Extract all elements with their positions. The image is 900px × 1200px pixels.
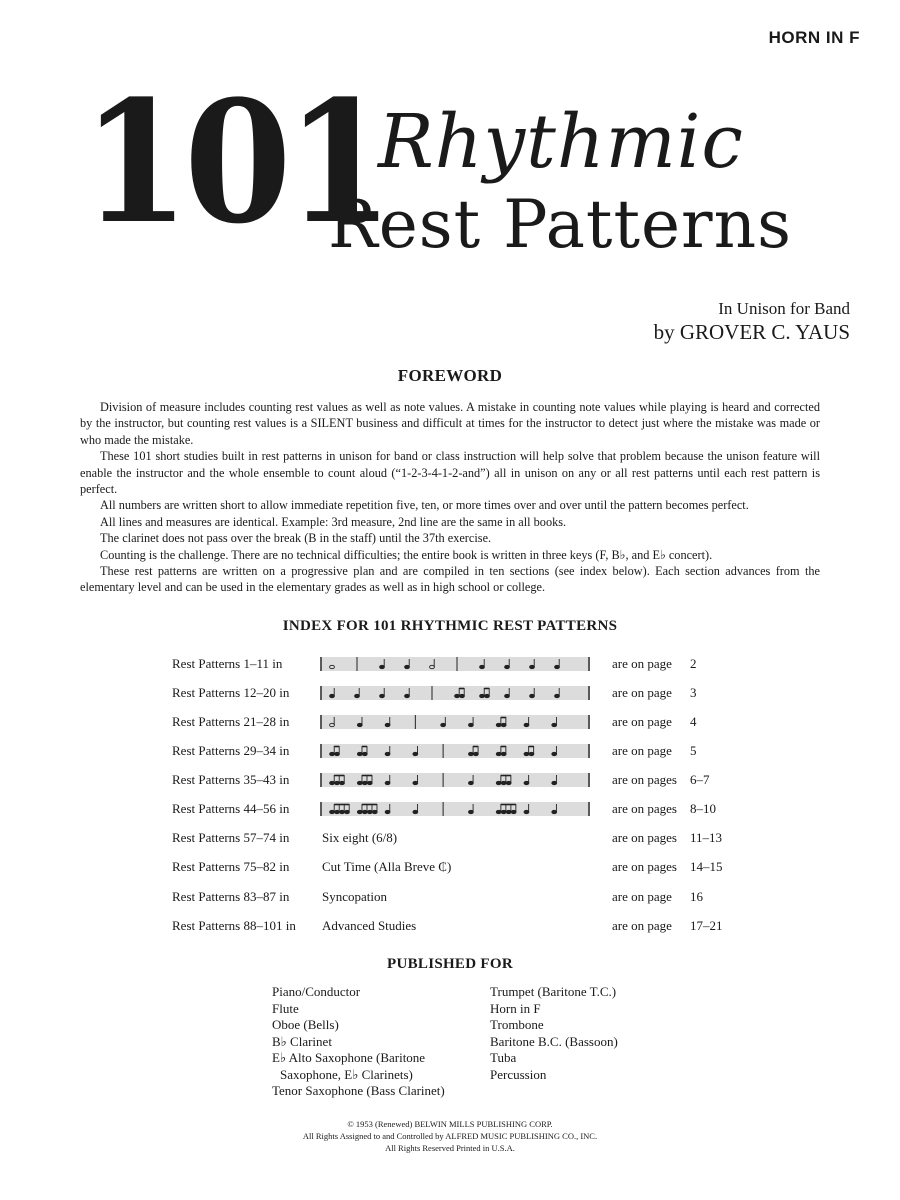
published-item: Flute — [272, 1000, 299, 1016]
index-row-pages: 17–21 — [690, 918, 723, 933]
copyright-line: © 1953 (Renewed) BELWIN MILLS PUBLISHING CORP. — [347, 1119, 553, 1129]
copyright-line: All Rights Reserved Printed in U.S.A. — [385, 1143, 515, 1153]
index-row-pages: 6–7 — [690, 772, 710, 787]
rhythm-strip-4 — [320, 743, 590, 759]
index-row — [172, 654, 732, 676]
note-head — [501, 723, 506, 726]
index-row-page-label: are on pages — [612, 801, 677, 816]
note-head — [555, 694, 560, 697]
note-head — [555, 665, 560, 668]
rhythm-strip-5 — [320, 772, 590, 788]
index-row-page-label: are on page — [612, 714, 672, 729]
note-head — [345, 810, 350, 813]
foreword-paragraph: Counting is the challenge. There are no technical difficulties; the entire book is written in three keys (F, B♭, and E♭ concert). — [100, 547, 713, 562]
note-head — [340, 781, 345, 784]
index-row — [172, 741, 732, 763]
note-head — [335, 752, 340, 755]
index-row-label: Rest Patterns 88–101 in — [172, 918, 296, 933]
index-row-page-label: are on page — [612, 743, 672, 758]
published-item: Horn in F — [490, 1000, 541, 1016]
note-head — [468, 781, 473, 784]
index-row — [172, 828, 732, 850]
byline-subtitle: In Unison for Band — [718, 299, 850, 318]
published-item: E♭ Alto Saxophone (Baritone — [272, 1050, 426, 1065]
note-head — [330, 694, 335, 697]
foreword-heading: FOREWORD — [397, 366, 503, 385]
note-head — [506, 781, 511, 784]
note-head — [511, 810, 516, 813]
byline-author: by GROVER C. YAUS — [653, 320, 850, 345]
note-head — [405, 694, 410, 697]
index-row-pages: 14–15 — [690, 859, 723, 874]
note-head — [524, 810, 529, 813]
note-head — [335, 810, 340, 813]
foreword-paragraph: All numbers are written short to allow immediate repetition five, ten, or more times over and over until the pattern becomes perfect. — [100, 498, 749, 513]
staff-background — [320, 657, 590, 671]
note-head — [485, 694, 490, 697]
rhythm-strip-2 — [320, 685, 590, 701]
index-row — [172, 770, 732, 792]
note-head — [330, 781, 335, 784]
rhythm-strip-3 — [320, 714, 590, 730]
note-head — [385, 781, 390, 784]
note-head — [496, 781, 501, 784]
published-column-1 — [272, 984, 445, 1100]
note-head — [524, 752, 529, 755]
index-row — [172, 857, 732, 879]
published-item: Baritone B.C. (Bassoon) — [490, 1033, 618, 1049]
note-head — [380, 665, 385, 668]
title-number: 101 — [82, 63, 389, 261]
index-row-page-label: are on page — [612, 889, 672, 904]
note-head — [405, 665, 410, 668]
note-head — [480, 665, 485, 668]
index-row-description: Advanced Studies — [322, 918, 417, 933]
instrument-label: HORN IN F — [768, 28, 860, 47]
note-head — [506, 810, 511, 813]
note-head — [362, 781, 367, 784]
note-head — [496, 723, 501, 726]
foreword-paragraph: These rest patterns are written on a progressive plan and are compiled in ten sections (see index below). Each section advances from the elementary level and can be used in the elementary grades as well as in high school or college. — [80, 564, 820, 595]
note-head — [413, 810, 418, 813]
index-row-label: Rest Patterns 21–28 in — [172, 714, 290, 729]
published-item: Piano/Conductor — [272, 984, 361, 999]
index-row-label: Rest Patterns 35–43 in — [172, 772, 290, 787]
note-head — [505, 694, 510, 697]
note-head — [552, 752, 557, 755]
note-head — [460, 694, 465, 697]
note-head — [335, 781, 340, 784]
note-head — [367, 810, 372, 813]
index-row-label: Rest Patterns 29–34 in — [172, 743, 290, 758]
note-head — [552, 781, 557, 784]
note-head — [385, 723, 390, 726]
index-row-pages: 4 — [690, 714, 697, 729]
published-item: B♭ Clarinet — [272, 1033, 332, 1049]
note-head — [385, 752, 390, 755]
published-heading: PUBLISHED FOR — [386, 956, 513, 972]
note-head — [357, 723, 362, 726]
index-row-description: Cut Time (Alla Breve ₵) — [322, 859, 452, 874]
note-head — [340, 810, 345, 813]
published-item: Oboe (Bells) — [272, 1017, 339, 1032]
note-head — [505, 665, 510, 668]
published-item: Trombone — [490, 1017, 544, 1032]
note-head — [355, 694, 360, 697]
note-head — [530, 694, 535, 697]
note-head — [480, 694, 485, 697]
title-rhythmic: Rhythmic — [378, 99, 744, 185]
title-rest-patterns: Rest Patterns — [328, 186, 792, 263]
index-row-label: Rest Patterns 75–82 in — [172, 859, 290, 874]
index-row-label: Rest Patterns 57–74 in — [172, 830, 290, 845]
index-row-label: Rest Patterns 44–56 in — [172, 801, 290, 816]
index-row-description: Six eight (6/8) — [322, 830, 398, 845]
note-head — [441, 723, 446, 726]
note-head — [362, 810, 367, 813]
copyright-line: All Rights Assigned to and Controlled by ALFRED MUSIC PUBLISHING CO., INC. — [302, 1131, 598, 1141]
published-item: Tenor Saxophone (Bass Clarinet) — [272, 1083, 445, 1098]
index-row-description: Syncopation — [322, 889, 387, 904]
foreword-paragraph: The clarinet does not pass over the break (B in the staff) until the 37th exercise. — [100, 531, 492, 546]
index-row-page-label: are on page — [612, 656, 672, 671]
note-head — [473, 752, 478, 755]
note-head — [357, 752, 362, 755]
note-head — [501, 752, 506, 755]
index-row-page-label: are on pages — [612, 859, 677, 874]
index-row — [172, 712, 732, 734]
staff-background — [320, 686, 590, 700]
published-item: Saxophone, E♭ Clarinets) — [280, 1066, 413, 1082]
note-head — [380, 694, 385, 697]
note-head — [496, 810, 501, 813]
note-head — [357, 810, 362, 813]
rhythm-strip-1 — [320, 656, 590, 672]
index-row-pages: 3 — [690, 685, 697, 700]
note-head — [367, 781, 372, 784]
index-row-page-label: are on pages — [612, 830, 677, 845]
index-row-pages: 11–13 — [690, 830, 723, 845]
note-head — [524, 781, 529, 784]
index-row-pages: 2 — [690, 656, 697, 671]
note-head — [468, 810, 473, 813]
index-row — [172, 887, 732, 909]
note-head — [413, 781, 418, 784]
foreword-paragraph: All lines and measures are identical. Example: 3rd measure, 2nd line are the same in all books. — [100, 514, 567, 529]
rhythm-strip-6 — [320, 801, 590, 817]
note-head — [330, 810, 335, 813]
note-head — [357, 781, 362, 784]
published-item: Trumpet (Baritone T.C.) — [490, 984, 617, 999]
note-head — [529, 752, 534, 755]
index-row-page-label: are on pages — [612, 772, 677, 787]
index-row-label: Rest Patterns 83–87 in — [172, 889, 290, 904]
foreword-paragraph: These 101 short studies built in rest patterns in unison for band or class instruction will help solve that problem because the unison feature will enable the instructor and the whole ensemble to count aloud (“1-2-3-4-1-2-and”) all in unison on any or all rest patterns until each rest pattern is perfect. — [80, 449, 820, 497]
note-head — [552, 723, 557, 726]
note-head — [530, 665, 535, 668]
index-row — [172, 683, 732, 705]
index-row-pages: 16 — [690, 889, 703, 904]
note-head — [524, 723, 529, 726]
index-heading: INDEX FOR 101 RHYTHMIC REST PATTERNS — [282, 618, 618, 634]
index-row-label: Rest Patterns 1–11 in — [172, 656, 283, 671]
published-item: Percussion — [490, 1066, 547, 1082]
note-head — [468, 723, 473, 726]
foreword-paragraph: Division of measure includes counting rest values as well as note values. A mistake in counting note values while playing is heard and corrected by the instructor, but counting rest values is a SILENT business and difficult at times for the instructor to detect just where the mistake was made or who made the mistake. — [80, 400, 820, 447]
index-row-page-label: are on page — [612, 685, 672, 700]
note-head — [385, 810, 390, 813]
byline — [654, 298, 850, 346]
index-row-pages: 5 — [690, 743, 697, 758]
note-head — [372, 810, 377, 813]
index-row — [172, 799, 732, 821]
foreword-text — [80, 399, 820, 596]
note-head — [501, 810, 506, 813]
note-head — [330, 752, 335, 755]
note-head — [468, 752, 473, 755]
copyright-notice — [0, 1118, 900, 1154]
note-head — [362, 752, 367, 755]
index-row-pages: 8–10 — [690, 801, 716, 816]
index-row-page-label: are on page — [612, 918, 672, 933]
index-row — [172, 916, 732, 938]
note-head — [413, 752, 418, 755]
note-head — [501, 781, 506, 784]
index-row-label: Rest Patterns 12–20 in — [172, 685, 290, 700]
published-item: Tuba — [490, 1050, 517, 1065]
note-head — [496, 752, 501, 755]
published-column-2 — [490, 984, 618, 1083]
note-head — [455, 694, 460, 697]
note-head — [552, 810, 557, 813]
